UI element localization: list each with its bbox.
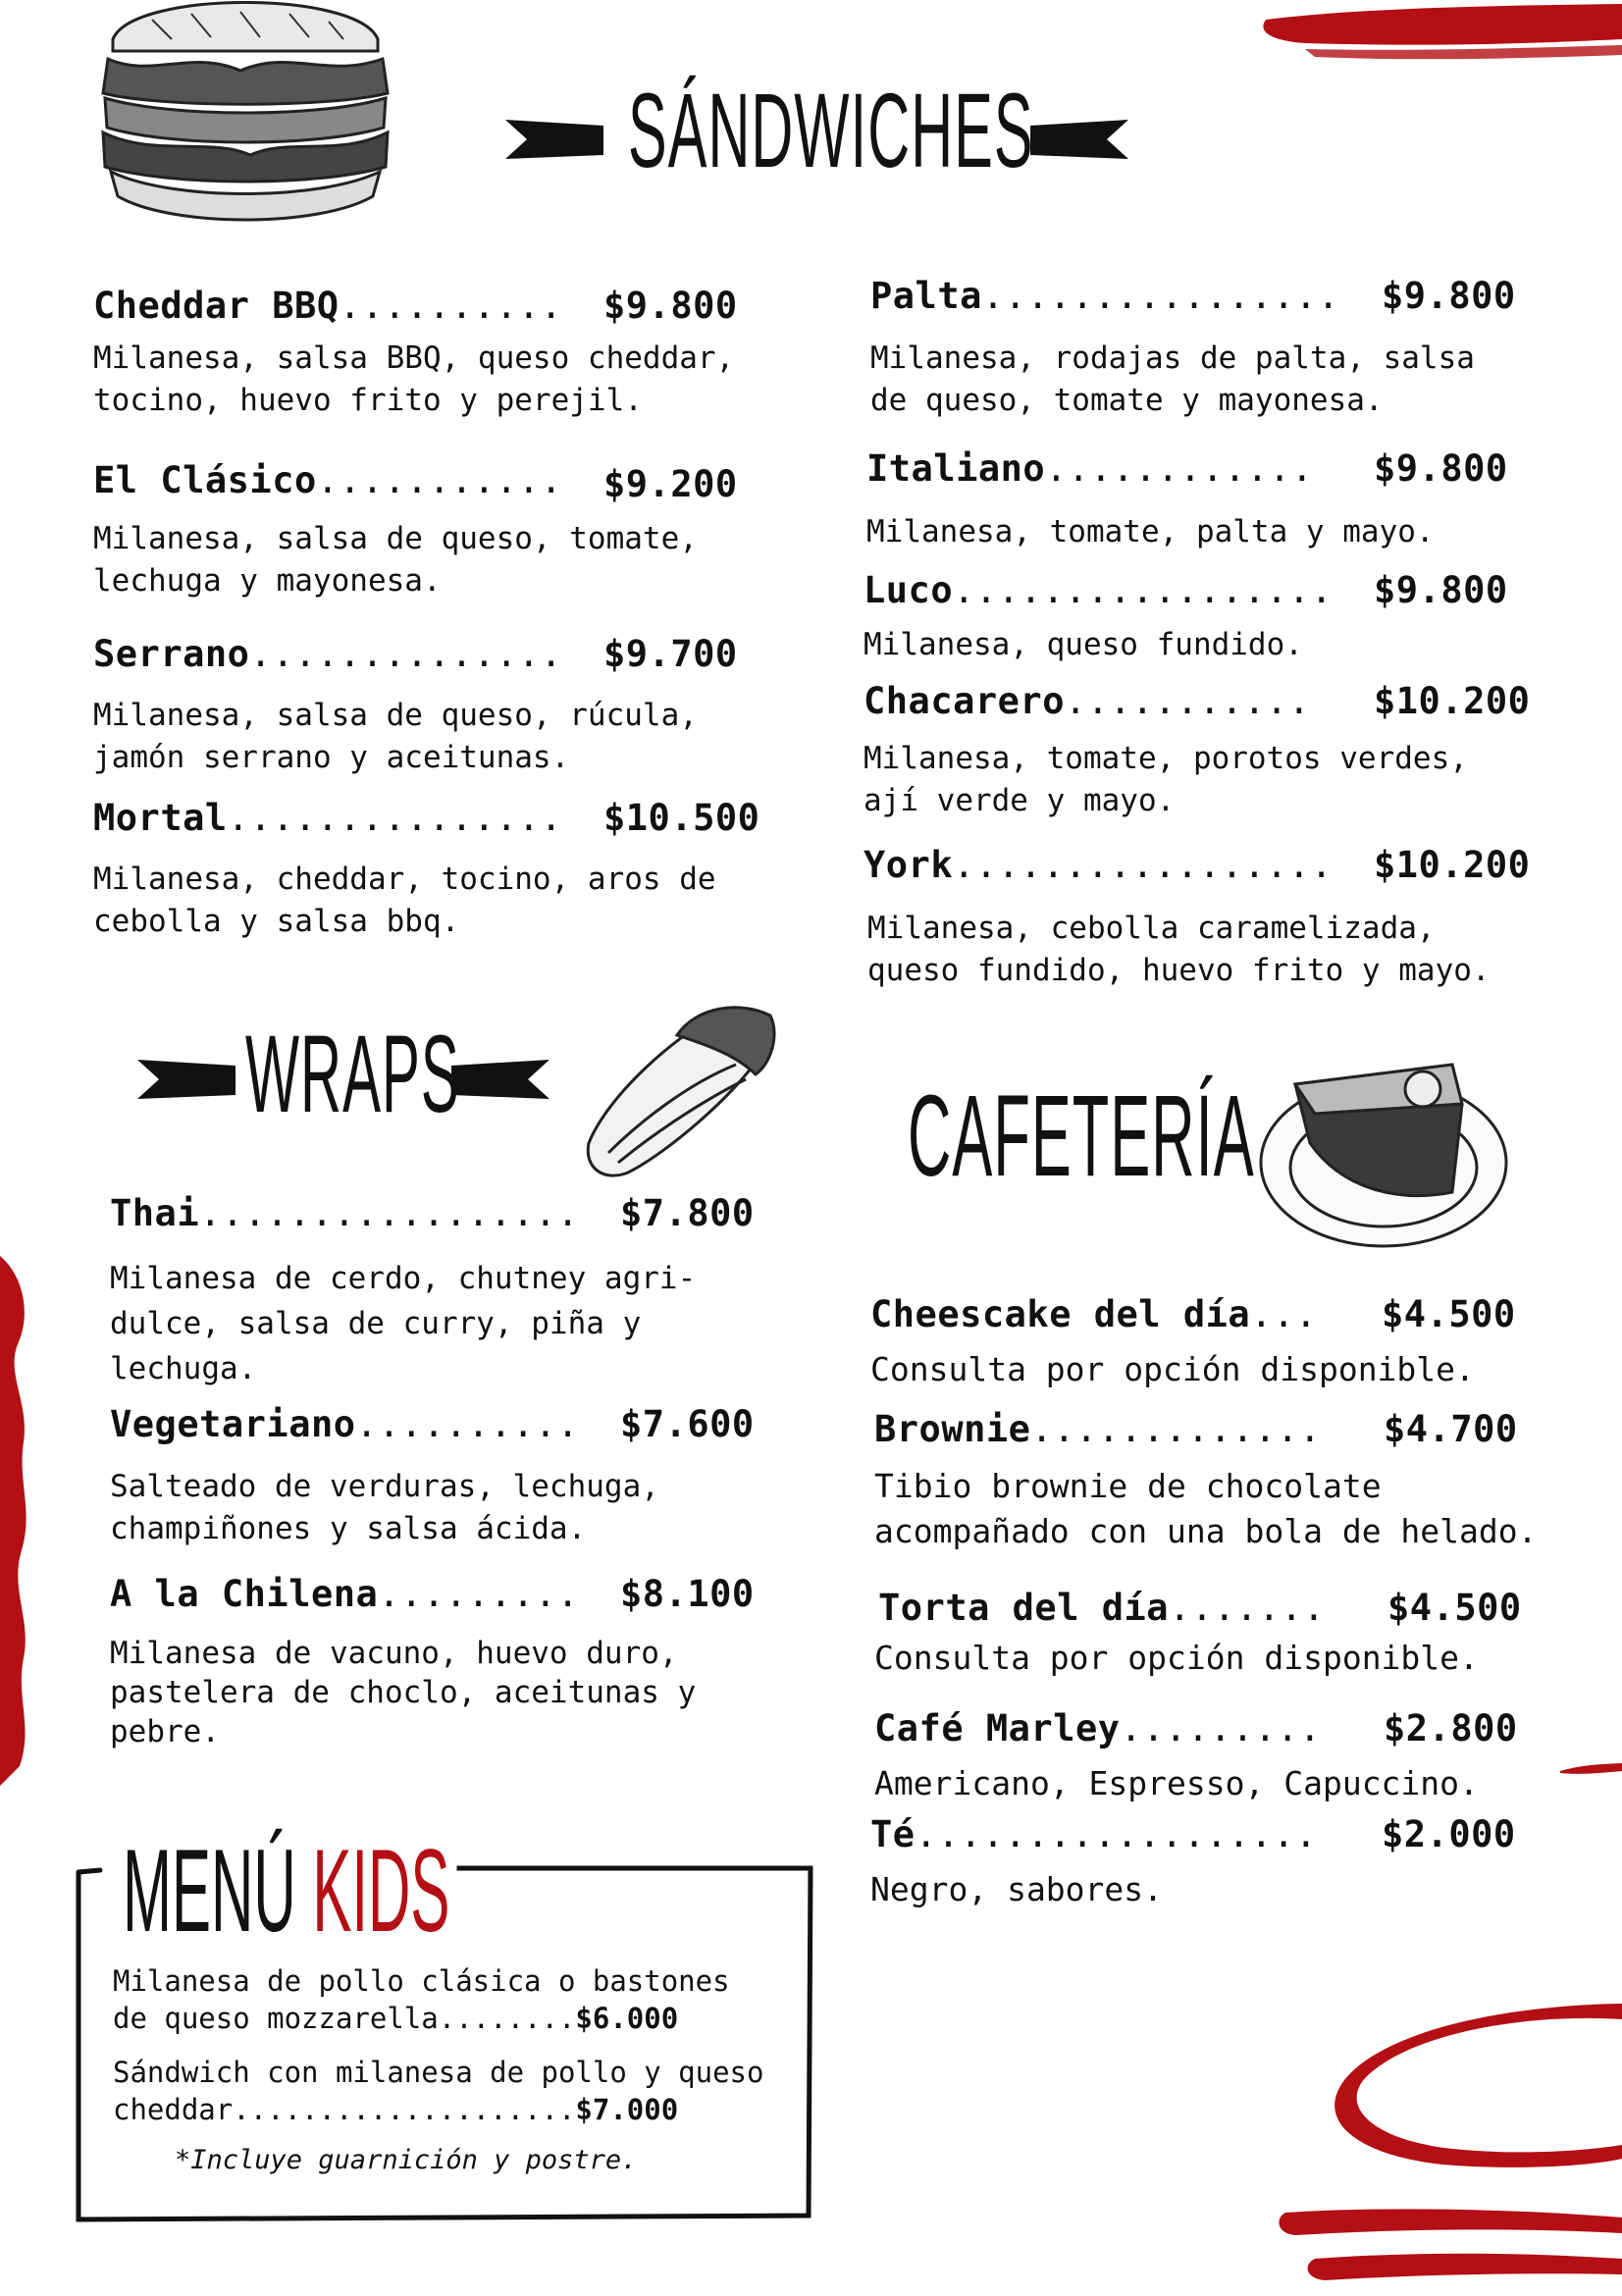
item-name: Vegetariano (110, 1403, 356, 1445)
item-name: Mortal (93, 797, 228, 839)
ribbon-right-sandwiches (1030, 118, 1128, 161)
menu-item-title (863, 680, 1311, 722)
menu-item-title (93, 285, 562, 327)
menu-item-title (110, 1192, 579, 1234)
item-price: $9.800 (1374, 569, 1508, 611)
kids-item-1-price: $6.000 (575, 2002, 679, 2035)
item-name: Chacarero (863, 680, 1065, 722)
item-name: El Clásico (93, 459, 317, 501)
item-dots: ............ (1045, 447, 1314, 490)
item-dots: ........... (316, 459, 563, 501)
item-name: Brownie (874, 1408, 1031, 1450)
item-dots: ................. (199, 1192, 580, 1234)
item-name: Thai (110, 1192, 200, 1234)
item-description: Milanesa, queso fundido. (863, 627, 1303, 662)
item-dots: ........... (1064, 680, 1311, 722)
item-description: Milanesa, salsa de queso, rúcula, jamón serrano y aceitunas. (93, 698, 698, 775)
item-name: A la Chilena (110, 1573, 379, 1615)
item-dots: ......... (378, 1573, 580, 1615)
item-price: $9.800 (1382, 275, 1516, 317)
kids-heading-menu: MENÚ (123, 1825, 296, 1957)
item-description: Milanesa, salsa BBQ, queso cheddar, tocino, huevo frito y perejil. (93, 340, 735, 418)
menu-item-title (874, 1408, 1322, 1450)
item-description: Milanesa, cheddar, tocino, aros de cebolla y salsa bbq. (93, 861, 716, 939)
item-price: $7.800 (620, 1192, 755, 1234)
item-name: Italiano (866, 447, 1046, 490)
item-description: Salteado de verduras, lechuga, champiñones y salsa ácida. (110, 1469, 659, 1546)
menu-item-title (863, 844, 1333, 886)
kids-item-2-text: Sándwich con milanesa de pollo y queso cheddar.................... (113, 2056, 764, 2126)
item-name: Luco (863, 569, 954, 611)
cafeteria-heading: CAFETERÍA (908, 1071, 1255, 1201)
wrap-illustration (569, 996, 780, 1182)
item-price: $10.200 (1374, 680, 1531, 722)
item-dots: ......... (1120, 1707, 1322, 1749)
item-price: $4.700 (1384, 1408, 1518, 1450)
item-dots: ............. (1030, 1408, 1322, 1450)
item-description: Milanesa, cebolla caramelizada, queso fundido, huevo frito y mayo. (867, 911, 1491, 988)
item-price: $9.200 (603, 463, 738, 505)
item-price: $4.500 (1387, 1587, 1522, 1629)
kids-item-1-text: Milanesa de pollo clásica o bastones de queso mozzarella........ (113, 1964, 730, 2035)
item-price: $7.600 (620, 1403, 755, 1445)
menu-item-title (870, 1813, 1318, 1855)
ribbon-left-sandwiches (505, 118, 603, 161)
item-description: Americano, Espresso, Capuccino. (874, 1764, 1479, 1802)
pie-slice-illustration (1256, 1045, 1511, 1256)
item-price: $4.500 (1382, 1293, 1516, 1335)
red-brush-dash (1560, 1761, 1622, 1781)
item-description: Consulta por opción disponible. (874, 1639, 1479, 1677)
item-dots: ................ (981, 275, 1340, 317)
red-wavy-edge-left (0, 1256, 33, 1786)
item-price: $10.500 (603, 797, 760, 839)
item-dots: .......... (355, 1403, 580, 1445)
kids-item-2 (113, 2054, 763, 2128)
item-description: Milanesa, tomate, porotos verdes, ají verde y mayo. (863, 741, 1468, 818)
item-name: Cheescake del día (870, 1293, 1251, 1335)
menu-item-title (866, 447, 1314, 490)
menu-item-title (110, 1403, 579, 1445)
menu-item-title (93, 633, 562, 675)
item-price: $9.700 (603, 633, 738, 675)
menu-item-title (93, 459, 562, 501)
ribbon-right-wraps (451, 1058, 549, 1101)
item-price: $9.800 (1374, 447, 1508, 490)
wraps-heading: WRAPS (245, 1013, 460, 1135)
menu-item-title (863, 569, 1333, 611)
kids-note: *Incluye guarnición y postre. (175, 2145, 638, 2175)
item-dots: ....... (1169, 1587, 1326, 1629)
item-dots: .............. (249, 633, 563, 675)
menu-item-title (870, 275, 1339, 317)
item-description: Milanesa, salsa de queso, tomate, lechuga y mayonesa. (93, 521, 698, 599)
item-price: $2.800 (1384, 1707, 1518, 1749)
kids-item-2-price: $7.000 (575, 2093, 679, 2126)
item-description: Consulta por opción disponible. (870, 1350, 1475, 1388)
item-description: Tibio brownie de chocolate acompañado con una bola de helado. (874, 1467, 1538, 1550)
kids-item-1 (113, 1962, 730, 2037)
item-name: Torta del día (878, 1587, 1170, 1629)
item-price: $8.100 (620, 1573, 755, 1615)
red-brush-stroke-top (1246, 0, 1622, 69)
item-description: Milanesa, rodajas de palta, salsa de queso, tomate y mayonesa. (870, 340, 1475, 418)
item-price: $10.200 (1374, 844, 1531, 886)
item-dots: .......... (339, 285, 563, 327)
item-name: Cheddar BBQ (93, 285, 340, 327)
item-description: Negro, sabores. (870, 1870, 1164, 1908)
item-description: Milanesa de cerdo, chutney agri- dulce, salsa de curry, piña y lechuga. (110, 1261, 697, 1386)
item-name: Té (870, 1813, 916, 1855)
item-name: York (863, 844, 954, 886)
menu-item-title (878, 1587, 1326, 1629)
kids-heading-kids: KIDS (312, 1825, 450, 1957)
item-dots: ............... (227, 797, 563, 839)
item-dots: ................. (953, 569, 1334, 611)
burger-illustration (93, 0, 397, 226)
ribbon-left-wraps (137, 1058, 235, 1101)
menu-item-title (93, 797, 562, 839)
item-name: Café Marley (874, 1707, 1121, 1749)
item-dots: ................. (953, 844, 1334, 886)
item-name: Palta (870, 275, 982, 317)
item-description: Milanesa, tomate, palta y mayo. (866, 514, 1435, 549)
kids-menu-heading (116, 1823, 456, 1958)
red-brush-swirl-bottom (1276, 2002, 1622, 2296)
item-dots: .................. (915, 1813, 1318, 1855)
item-dots: ... (1250, 1293, 1318, 1335)
menu-item-title (110, 1573, 579, 1615)
item-name: Serrano (93, 633, 250, 675)
menu-item-title (870, 1293, 1318, 1335)
item-price: $9.800 (603, 285, 738, 327)
item-description: Milanesa de vacuno, huevo duro, pastelera de choclo, aceitunas y pebre. (110, 1636, 697, 1749)
item-price: $2.000 (1382, 1813, 1516, 1855)
sandwiches-heading: SÁNDWICHES (628, 71, 1034, 189)
menu-item-title (874, 1707, 1322, 1749)
